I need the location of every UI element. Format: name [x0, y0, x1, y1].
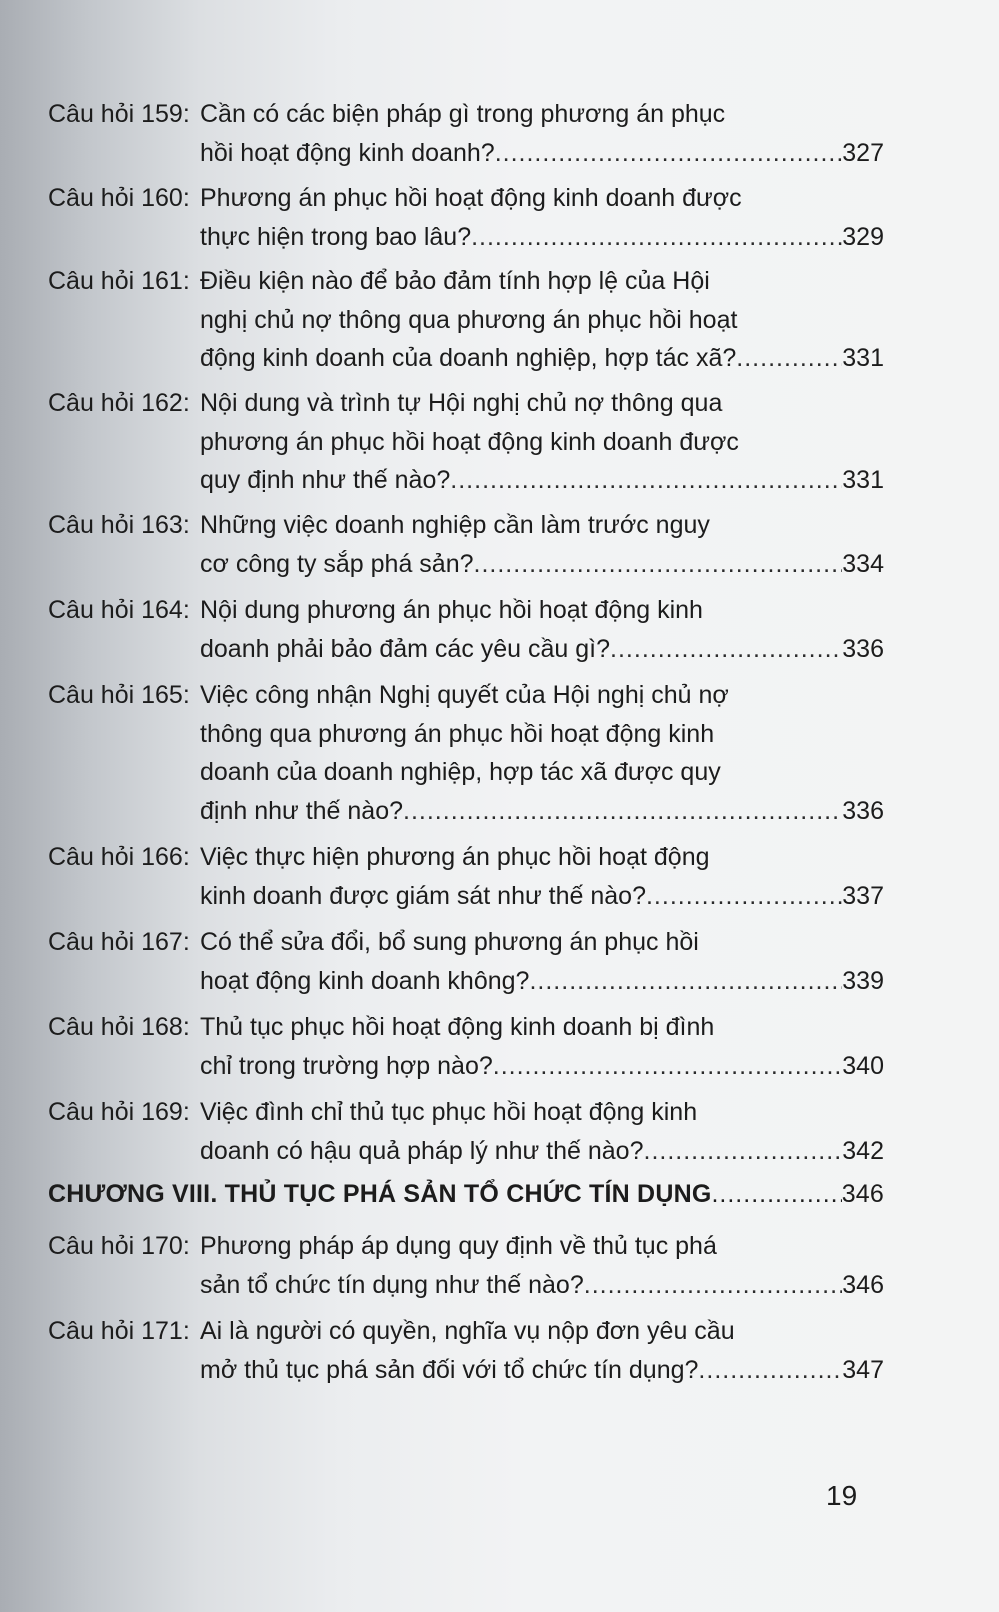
toc-entry	[48, 1093, 884, 1170]
entry-text-line: Việc thực hiện phương án phục hồi hoạt động	[200, 843, 710, 871]
dot-leader	[644, 1132, 843, 1171]
dot-leader	[471, 218, 842, 257]
dot-leader	[646, 877, 842, 916]
entry-text-line: Việc công nhận Nghị quyết của Hội nghị chủ nợ	[200, 681, 729, 709]
entry-text-line: Việc đình chỉ thủ tục phục hồi hoạt động kinh	[200, 1098, 698, 1126]
dot-leader	[711, 1180, 841, 1209]
entry-text-line: Những việc doanh nghiệp cần làm trước nguy	[200, 511, 710, 539]
entry-text-line: thông qua phương án phục hồi hoạt động kinh	[200, 719, 715, 748]
entry-text-line: Điều kiện nào để bảo đảm tính hợp lệ của Hội	[200, 267, 710, 295]
entry-label: Câu hỏi 163:	[48, 511, 190, 539]
entry-last-line	[200, 218, 884, 257]
entry-text-line: Ai là người có quyền, nghĩa vụ nộp đơn yêu cầu	[200, 1317, 735, 1345]
entry-page-number: 331	[842, 466, 884, 494]
entry-label: Câu hỏi 160:	[48, 184, 190, 212]
entry-page-number: 336	[842, 634, 884, 663]
entry-last-line	[200, 461, 884, 500]
entry-text-line: sản tổ chức tín dụng như thế nào?	[200, 1270, 584, 1299]
entry-last-line	[200, 792, 884, 831]
entry-text-line: Phương án phục hồi hoạt động kinh doanh được	[200, 184, 742, 212]
entry-label: Câu hỏi 170:	[48, 1232, 190, 1260]
entry-text-line: Thủ tục phục hồi hoạt động kinh doanh bị đình	[200, 1013, 715, 1041]
entry-label: Câu hỏi 162:	[48, 389, 190, 417]
entry-page-number: 342	[842, 1136, 884, 1165]
entry-page-number: 331	[842, 344, 884, 372]
dot-leader	[495, 134, 843, 173]
entry-text-line: Nội dung và trình tự Hội nghị chủ nợ thông qua	[200, 389, 723, 417]
toc-entry	[48, 1227, 884, 1304]
entry-text-line: Có thể sửa đổi, bổ sung phương án phục hồi	[200, 928, 699, 956]
entry-page-number: 347	[842, 1355, 884, 1384]
entry-text-line: định như thế nào?	[200, 796, 404, 825]
entry-text-line: cơ công ty sắp phá sản?	[200, 549, 474, 578]
dot-leader	[529, 962, 842, 1001]
chapter-page-number: 346	[841, 1180, 884, 1208]
dot-leader	[450, 461, 842, 500]
entry-last-line	[200, 1047, 884, 1086]
entry-text-line: hồi hoạt động kinh doanh?	[200, 138, 495, 167]
toc-entry	[48, 923, 884, 1000]
entry-label: Câu hỏi 161:	[48, 267, 190, 295]
entry-last-line	[200, 877, 884, 916]
entry-text-line: doanh của doanh nghiệp, hợp tác xã được quy	[200, 758, 721, 786]
dot-leader	[493, 1047, 843, 1086]
dot-leader	[736, 339, 842, 378]
entry-page-number: 327	[842, 138, 884, 167]
entry-page-number: 334	[842, 549, 884, 578]
entry-page-number: 329	[842, 222, 884, 251]
toc-entry	[48, 591, 884, 668]
entry-text-line: doanh có hậu quả pháp lý như thế nào?	[200, 1136, 644, 1165]
entry-text-line: Cần có các biện pháp gì trong phương án phục	[200, 100, 726, 128]
dot-leader	[584, 1266, 843, 1305]
toc-entry	[48, 1008, 884, 1085]
entry-label: Câu hỏi 168:	[48, 1013, 190, 1041]
entry-last-line	[200, 545, 884, 584]
entry-text-line: Phương pháp áp dụng quy định về thủ tục phá	[200, 1232, 717, 1260]
entry-last-line	[200, 962, 884, 1001]
entry-label: Câu hỏi 159:	[48, 100, 190, 128]
entry-last-line	[200, 630, 884, 669]
dot-leader	[474, 545, 843, 584]
entry-text-line: chỉ trong trường hợp nào?	[200, 1051, 493, 1080]
chapter-title: CHƯƠNG VIII. THỦ TỤC PHÁ SẢN TỔ CHỨC TÍN DỤNG	[48, 1180, 712, 1208]
toc-entry	[48, 506, 884, 583]
entry-text-line: phương án phục hồi hoạt động kinh doanh được	[200, 427, 739, 456]
entry-text-line: kinh doanh được giám sát như thế nào?	[200, 881, 646, 910]
entry-last-line	[200, 134, 884, 173]
entry-page-number: 337	[842, 881, 884, 910]
dot-leader	[698, 1351, 842, 1390]
toc-entry	[48, 1312, 884, 1389]
entry-text-line: Nội dung phương án phục hồi hoạt động kinh	[200, 596, 703, 624]
page-number: 19	[826, 1480, 858, 1511]
entry-label: Câu hỏi 164:	[48, 596, 190, 624]
entry-text-line: thực hiện trong bao lâu?	[200, 222, 472, 251]
toc-entry	[48, 95, 884, 172]
toc-entry	[48, 676, 884, 830]
dot-leader	[403, 792, 842, 831]
entry-text-line: động kinh doanh của doanh nghiệp, hợp tác xã?	[200, 344, 737, 372]
entry-label: Câu hỏi 167:	[48, 928, 190, 956]
entry-page-number: 340	[842, 1051, 884, 1080]
entry-label: Câu hỏi 171:	[48, 1317, 190, 1345]
toc-entry	[48, 179, 884, 256]
entry-text-line: nghị chủ nợ thông qua phương án phục hồi hoạt	[200, 305, 738, 334]
toc-entry	[48, 262, 884, 378]
toc-entry	[48, 838, 884, 915]
entry-last-line	[200, 339, 884, 378]
entry-label: Câu hỏi 165:	[48, 681, 190, 709]
entry-last-line	[200, 1132, 884, 1171]
entry-label: Câu hỏi 169:	[48, 1098, 190, 1126]
entry-text-line: quy định như thế nào?	[200, 466, 451, 494]
entry-text-line: hoạt động kinh doanh không?	[200, 966, 530, 995]
entry-last-line	[200, 1266, 884, 1305]
entry-page-number: 339	[842, 966, 884, 995]
entry-text-line: doanh phải bảo đảm các yêu cầu gì?	[200, 634, 611, 663]
entry-last-line	[200, 1351, 884, 1390]
entry-page-number: 346	[842, 1270, 884, 1299]
entry-page-number: 336	[842, 796, 884, 825]
entry-label: Câu hỏi 166:	[48, 843, 190, 871]
entry-text-line: mở thủ tục phá sản đối với tổ chức tín dụng?	[200, 1355, 699, 1384]
chapter-heading	[48, 1180, 884, 1220]
dot-leader	[610, 630, 842, 669]
toc-entry	[48, 384, 884, 500]
